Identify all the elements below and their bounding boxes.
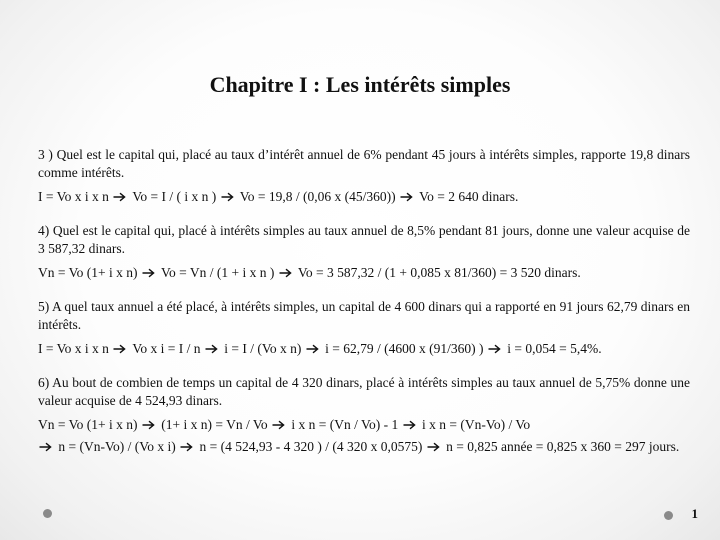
exercise-6-question: 6) Au bout de combien de temps un capital de 4 320 dinars, placé à intérêts simples au taux annuel de 5,75% donne une valeur acquise de 4 524,93 dinars. xyxy=(38,375,690,408)
arrow-right-icon xyxy=(400,192,413,202)
exercise-5-solution xyxy=(38,340,690,358)
arrow-right-icon xyxy=(142,420,155,430)
formula: i = I / (Vo x n) xyxy=(220,341,305,356)
formula: n = 0,825 année = 0,825 x 360 = 297 jours. xyxy=(442,439,680,454)
formula: n = (4 524,93 - 4 320 ) / (4 320 x 0,0575) xyxy=(196,439,426,454)
exercise-5 xyxy=(38,298,690,358)
arrow-right-icon xyxy=(205,344,218,354)
formula: i = 0,054 = 5,4%. xyxy=(503,341,602,356)
arrow-right-icon xyxy=(142,268,155,278)
exercise-6-solution xyxy=(38,416,690,434)
formula: Vo = 2 640 dinars. xyxy=(416,189,519,204)
formula: I = Vo x i x n xyxy=(38,341,113,356)
formula: i = 62,79 / (4600 x (91/360) ) xyxy=(321,341,487,356)
arrow-right-icon xyxy=(427,442,440,452)
exercise-list xyxy=(38,146,690,472)
exercise-3-question: 3 ) Quel est le capital qui, placé au taux d’intérêt annuel de 6% pendant 45 jours à intérêts simples, rapporte 19,8 dinars comme intérêts. xyxy=(38,147,690,180)
exercise-6 xyxy=(38,374,690,456)
page-number: 1 xyxy=(691,506,698,521)
formula: Vo = I / ( i x n ) xyxy=(129,189,220,204)
formula: Vo = 3 587,32 / (1 + 0,085 x 81/360) = 3 520 dinars. xyxy=(294,265,581,280)
arrow-right-icon xyxy=(403,420,416,430)
decorative-dot xyxy=(43,509,52,518)
formula: Vo x i = I / n xyxy=(129,341,204,356)
formula: Vn = Vo (1+ i x n) xyxy=(38,417,141,432)
arrow-right-icon xyxy=(306,344,319,354)
formula: i x n = (Vn / Vo) - 1 xyxy=(287,417,402,432)
arrow-right-icon xyxy=(180,442,193,452)
page-title: Chapitre I : Les intérêts simples xyxy=(209,72,511,97)
formula: i x n = (Vn-Vo) / Vo xyxy=(418,417,531,432)
formula: (1+ i x n) = Vn / Vo xyxy=(157,417,271,432)
exercise-4-question: 4) Quel est le capital qui, placé à intérêts simples au taux annuel de 8,5% pendant 81 jours, donne une valeur acquise de 3 587,32 dinars. xyxy=(38,223,690,256)
arrow-right-icon xyxy=(39,442,52,452)
formula: Vn = Vo (1+ i x n) xyxy=(38,265,141,280)
arrow-right-icon xyxy=(279,268,292,278)
formula: Vo = 19,8 / (0,06 x (45/360)) xyxy=(236,189,399,204)
formula: Vo = Vn / (1 + i x n ) xyxy=(157,265,278,280)
exercise-5-question: 5) A quel taux annuel a été placé, à intérêts simples, un capital de 4 600 dinars qui a rapporté en 91 jours 62,79 dinars en intérêts. xyxy=(38,299,690,332)
arrow-right-icon xyxy=(113,344,126,354)
arrow-right-icon xyxy=(488,344,501,354)
exercise-3-solution xyxy=(38,188,690,206)
exercise-4 xyxy=(38,222,690,282)
exercise-6-solution-continued xyxy=(38,438,690,456)
exercise-3 xyxy=(38,146,690,206)
decorative-dot xyxy=(664,511,673,520)
arrow-right-icon xyxy=(272,420,285,430)
arrow-right-icon xyxy=(221,192,234,202)
arrow-right-icon xyxy=(113,192,126,202)
formula: n = (Vn-Vo) / (Vo x i) xyxy=(55,439,180,454)
formula: I = Vo x i x n xyxy=(38,189,113,204)
exercise-4-solution xyxy=(38,264,690,282)
